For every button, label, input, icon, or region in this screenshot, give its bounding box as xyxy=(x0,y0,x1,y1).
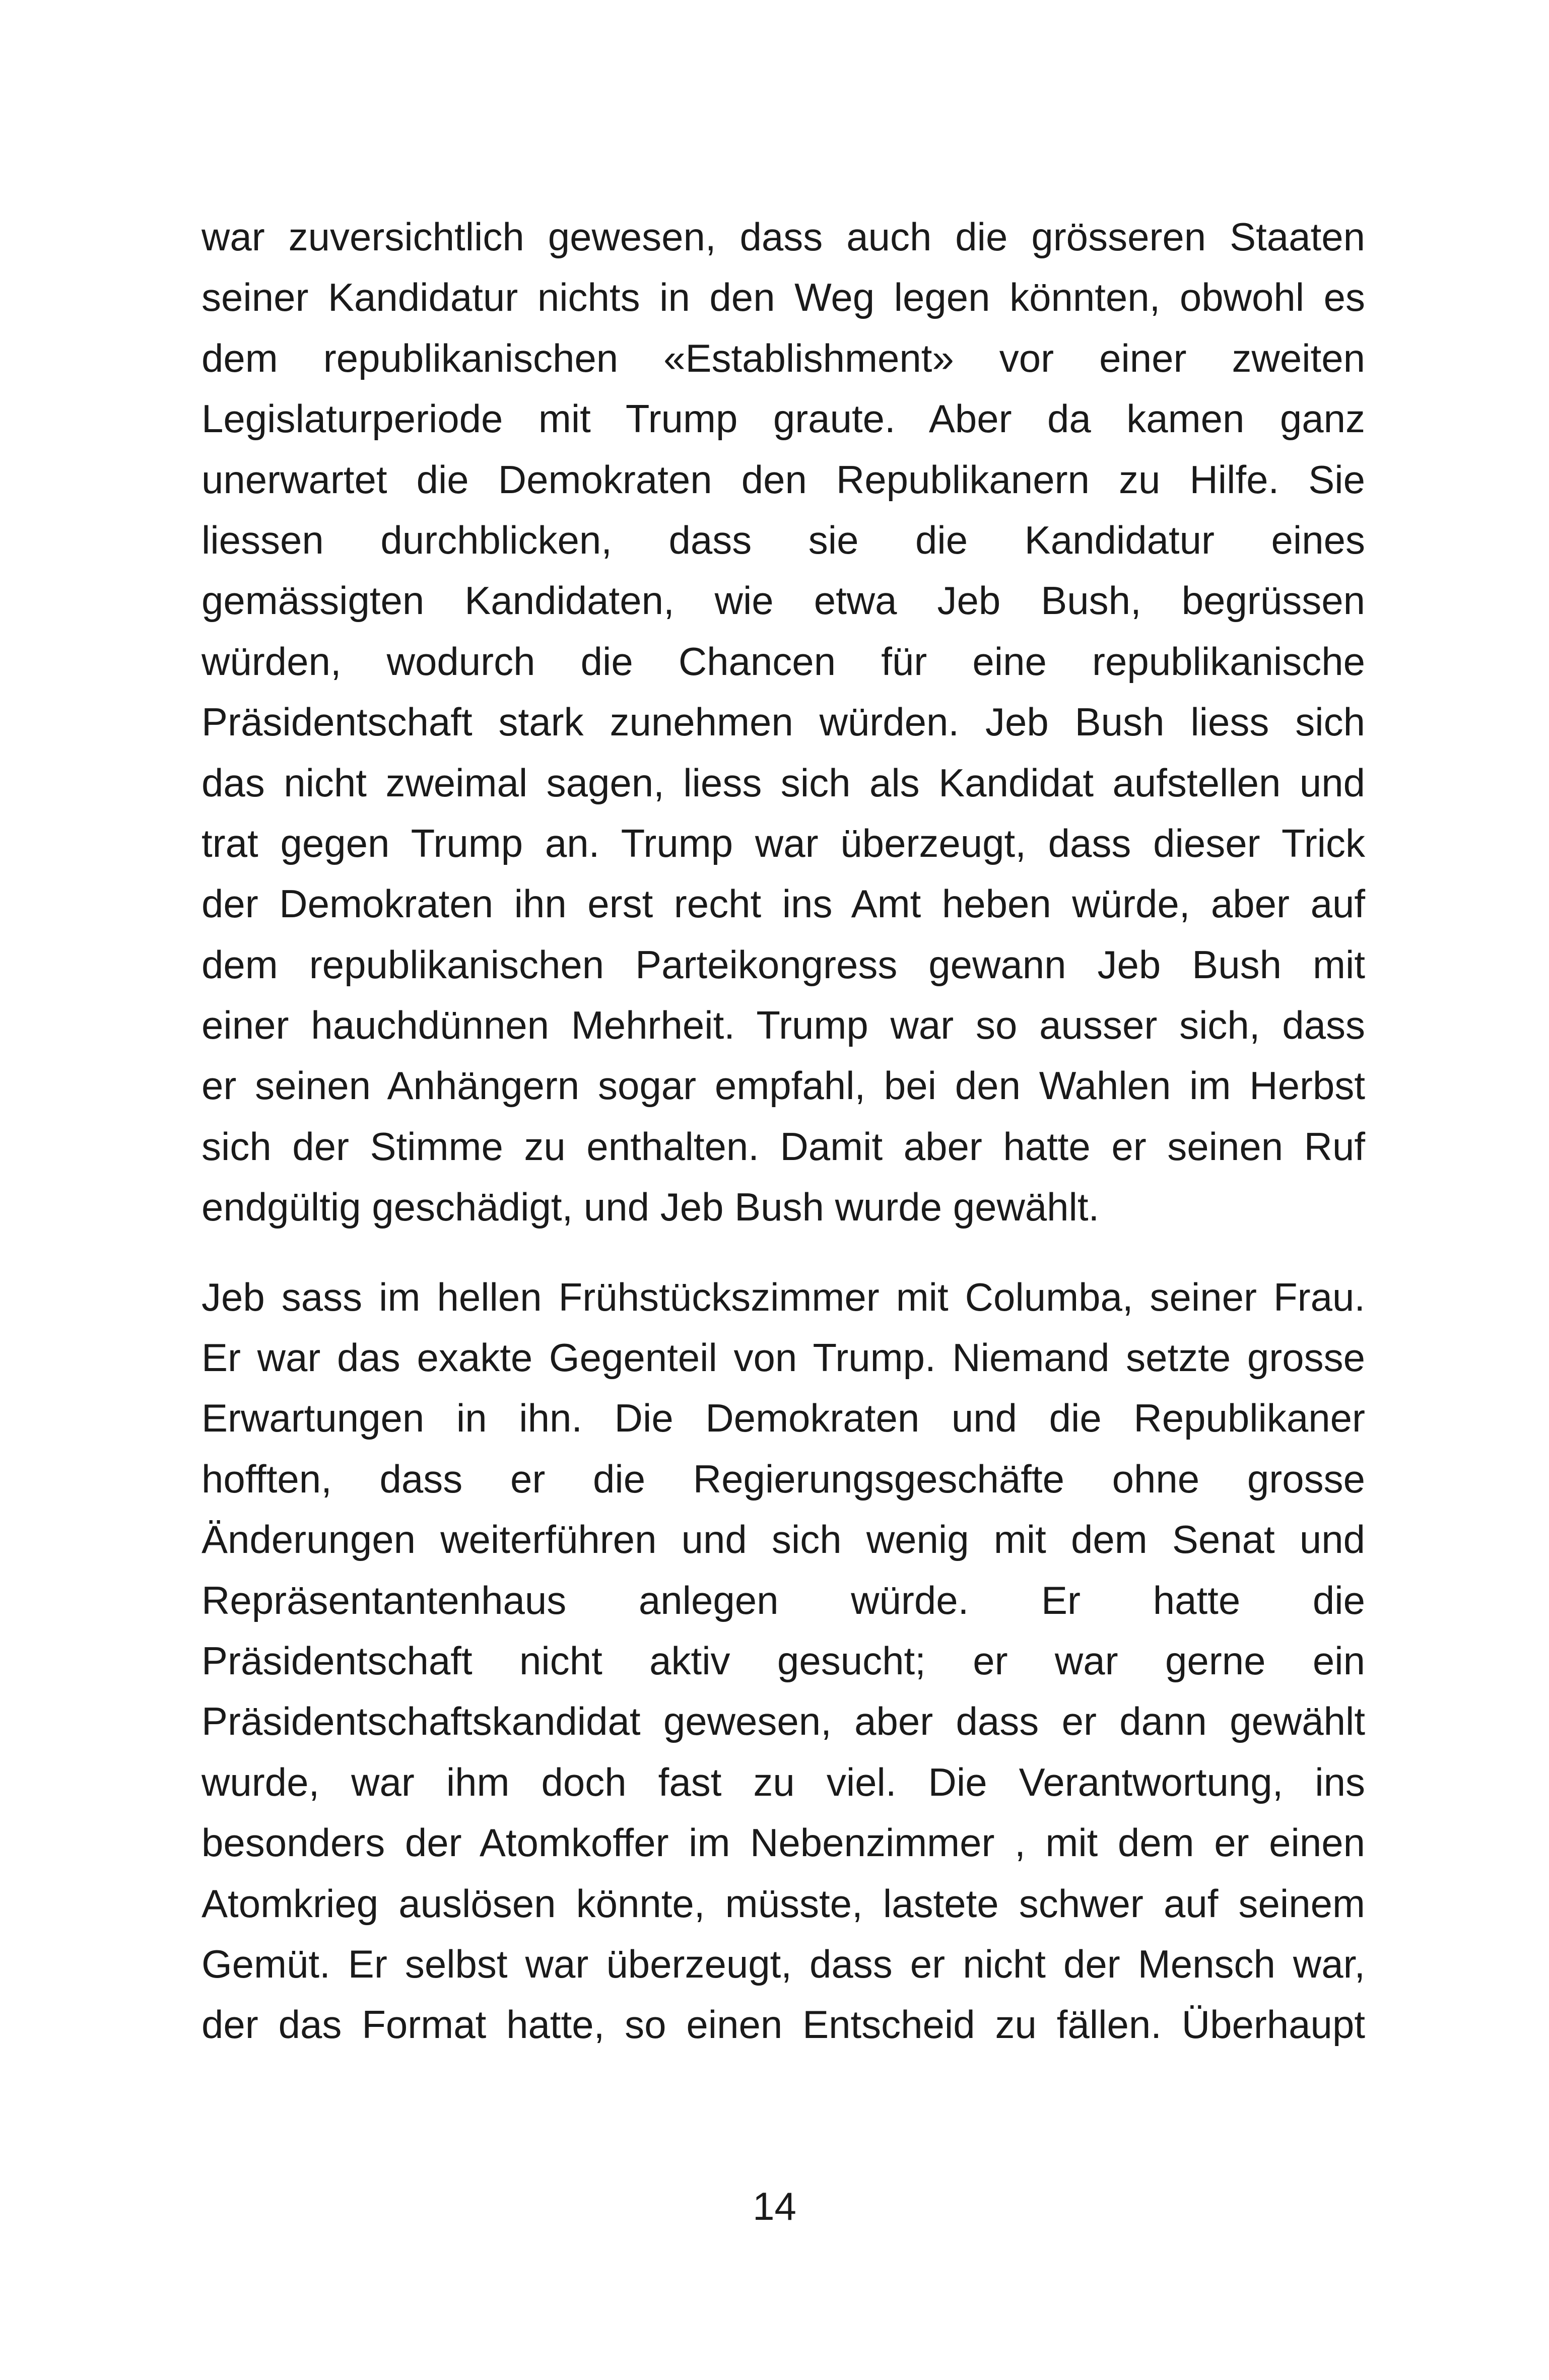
page-number: 14 xyxy=(753,2184,796,2228)
text-line: wurde, war ihm doch fast zu viel. Die Verantwortung, ins xyxy=(201,1759,1365,1804)
paragraph-1 xyxy=(201,207,1365,1238)
paragraph-2 xyxy=(201,1267,1365,2055)
text-line: Gemüt. Er selbst war überzeugt, dass er nicht der Mensch war, xyxy=(201,1941,1365,1986)
text-line: Jeb sass im hellen Frühstückszimmer mit Columba, seiner Frau. xyxy=(201,1274,1365,1319)
text-line: sich der Stimme zu enthalten. Damit aber hatte er seinen Ruf xyxy=(201,1124,1365,1169)
text-line: hofften, dass er die Regierungsgeschäfte ohne grosse xyxy=(201,1456,1365,1501)
text-line: Atomkrieg auslösen könnte, müsste, lastete schwer auf seinem xyxy=(201,1881,1365,1926)
text-line: Er war das exakte Gegenteil von Trump. Niemand setzte grosse xyxy=(201,1335,1365,1380)
text-line: dem republikanischen Parteikongress gewann Jeb Bush mit xyxy=(201,942,1365,987)
text-line: Repräsentantenhaus anlegen würde. Er hatte die xyxy=(201,1578,1365,1622)
text-line: besonders der Atomkoffer im Nebenzimmer , mit dem er einen xyxy=(201,1820,1365,1865)
text-line: der das Format hatte, so einen Entscheid zu fällen. Überhaupt xyxy=(201,2002,1365,2047)
text-line: das nicht zweimal sagen, liess sich als Kandidat aufstellen und xyxy=(201,760,1365,805)
text-line: Präsidentschaft nicht aktiv gesucht; er war gerne ein xyxy=(201,1638,1365,1683)
text-line: gemässigten Kandidaten, wie etwa Jeb Bush, begrüssen xyxy=(201,578,1365,623)
text-line: Präsidentschaftskandidat gewesen, aber dass er dann gewählt xyxy=(201,1699,1365,1744)
text-line: war zuversichtlich gewesen, dass auch die grösseren Staaten xyxy=(201,215,1365,259)
body-text xyxy=(201,207,1365,2055)
text-line: der Demokraten ihn erst recht ins Amt heben würde, aber auf xyxy=(201,881,1365,926)
text-line: würden, wodurch die Chancen für eine republikanische xyxy=(201,639,1365,684)
text-line: liessen durchblicken, dass sie die Kandidatur eines xyxy=(201,517,1365,562)
text-line: Präsidentschaft stark zunehmen würden. Jeb Bush liess sich xyxy=(201,700,1365,744)
text-line: Legislaturperiode mit Trump graute. Aber da kamen ganz xyxy=(201,396,1365,441)
text-line: einer hauchdünnen Mehrheit. Trump war so ausser sich, dass xyxy=(201,1003,1365,1048)
text-line: Änderungen weiterführen und sich wenig mit dem Senat und xyxy=(201,1517,1365,1562)
text-line: Erwartungen in ihn. Die Demokraten und die Republikaner xyxy=(201,1396,1365,1441)
text-line: er seinen Anhängern sogar empfahl, bei den Wahlen im Herbst xyxy=(201,1063,1365,1108)
text-line: trat gegen Trump an. Trump war überzeugt, dass dieser Trick xyxy=(201,821,1365,865)
text-line: endgültig geschädigt, und Jeb Bush wurde gewählt. xyxy=(201,1185,1100,1230)
text-line: dem republikanischen «Establishment» vor einer zweiten xyxy=(201,335,1365,380)
paragraph-spacer xyxy=(201,1238,1365,1267)
text-line: unerwartet die Demokraten den Republikanern zu Hilfe. Sie xyxy=(201,457,1365,502)
text-line: seiner Kandidatur nichts in den Weg legen könnten, obwohl es xyxy=(201,275,1365,320)
